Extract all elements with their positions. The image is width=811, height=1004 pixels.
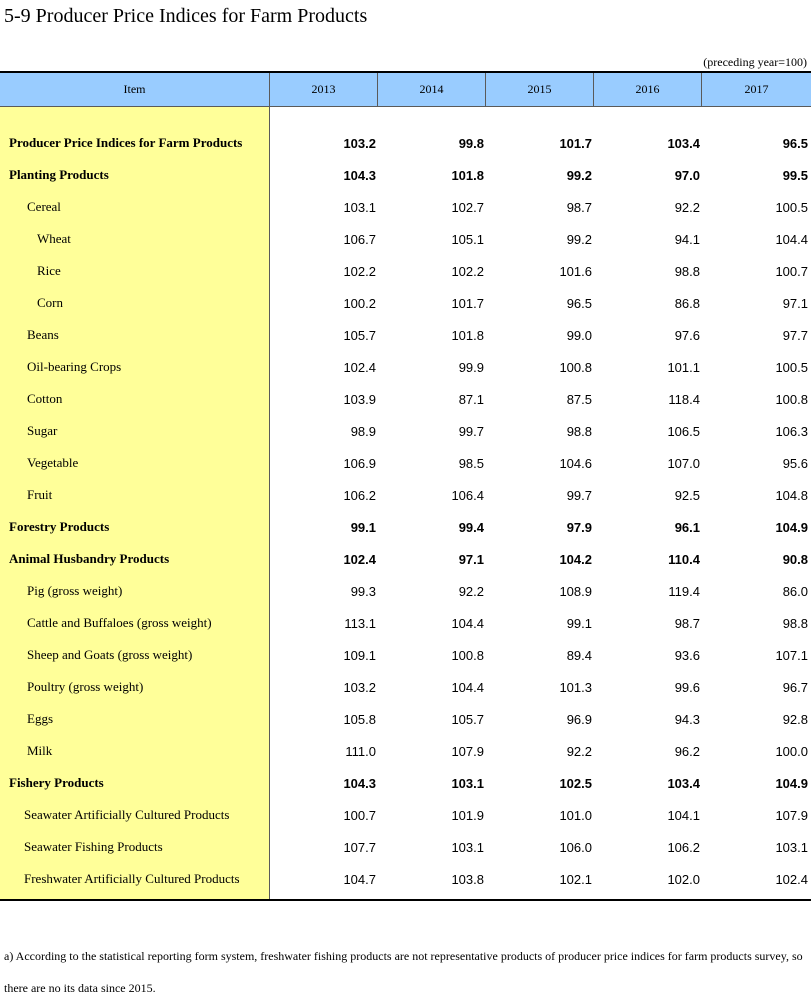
row-label: Corn	[37, 295, 63, 310]
row-value-2015: 98.8	[566, 423, 592, 439]
table-row	[0, 639, 811, 671]
row-value-2015: 98.7	[566, 199, 592, 215]
table-row	[0, 127, 811, 159]
row-value-2014: 102.2	[451, 263, 484, 279]
row-label: Milk	[27, 743, 53, 758]
table-row	[0, 351, 811, 383]
row-value-2014: 92.2	[458, 583, 484, 599]
row-value-2015: 104.6	[559, 455, 592, 471]
row-value-2014: 101.7	[451, 295, 484, 311]
row-label: Pig (gross weight)	[27, 583, 123, 598]
row-value-2016: 119.4	[668, 583, 700, 599]
row-value-2015: 106.0	[559, 839, 592, 855]
row-value-2015: 99.2	[566, 231, 592, 247]
row-label: Seawater Fishing Products	[24, 839, 163, 854]
row-value-2013: 102.4	[343, 359, 376, 375]
row-value-2017: 97.7	[782, 327, 808, 343]
row-value-2016: 92.2	[674, 199, 700, 215]
row-value-2014: 104.4	[451, 679, 484, 695]
header-year-2015: 2015	[486, 73, 594, 106]
table-row	[0, 223, 811, 255]
row-value-2015: 101.7	[559, 135, 592, 151]
row-value-2015: 96.5	[566, 295, 592, 311]
row-value-2014: 98.5	[458, 455, 484, 471]
row-value-2016: 103.4	[667, 135, 700, 151]
row-value-2016: 106.2	[667, 839, 700, 855]
row-value-2014: 107.9	[451, 743, 484, 759]
row-value-2017: 100.5	[775, 199, 808, 215]
row-value-2017: 97.1	[782, 295, 808, 311]
row-value-2014: 97.1	[458, 551, 484, 567]
row-value-2016: 98.7	[674, 615, 700, 631]
unit-note: (preceding year=100)	[703, 55, 807, 69]
table-row	[0, 735, 811, 767]
row-label: Beans	[27, 327, 59, 342]
row-label: Poultry (gross weight)	[27, 679, 144, 694]
row-value-2014: 105.7	[451, 711, 484, 727]
row-value-2015: 101.3	[559, 679, 592, 695]
row-value-2016: 102.0	[667, 871, 700, 887]
row-value-2015: 87.5	[566, 391, 592, 407]
row-label: Cattle and Buffaloes (gross weight)	[27, 615, 212, 630]
row-value-2013: 111.0	[345, 743, 376, 759]
table-header	[0, 73, 811, 107]
row-value-2017: 107.1	[775, 647, 808, 663]
footnote: a) According to the statistical reporting form system, freshwater fishing products are not representative products of producer price indices for farm products survey, so there are no its data since 2015.	[4, 949, 803, 995]
row-label: Planting Products	[9, 167, 109, 182]
row-value-2017: 106.3	[775, 423, 808, 439]
row-value-2013: 102.4	[343, 551, 376, 567]
row-value-2014: 106.4	[451, 487, 484, 503]
row-value-2013: 99.3	[350, 583, 376, 599]
row-value-2014: 100.8	[451, 647, 484, 663]
row-label: Sheep and Goats (gross weight)	[27, 647, 193, 662]
row-label: Oil-bearing Crops	[27, 359, 122, 374]
table-row	[0, 671, 811, 703]
row-value-2013: 100.2	[343, 295, 376, 311]
table-row	[0, 447, 811, 479]
row-value-2016: 92.5	[674, 487, 700, 503]
row-value-2013: 107.7	[343, 839, 376, 855]
row-value-2017: 99.5	[782, 167, 808, 183]
row-value-2017: 92.8	[782, 711, 808, 727]
header-year-2014: 2014	[378, 73, 486, 106]
row-value-2013: 103.2	[343, 679, 376, 695]
row-value-2017: 103.1	[775, 839, 808, 855]
table-row	[0, 191, 811, 223]
page-title: 5-9 Producer Price Indices for Farm Products	[4, 5, 368, 27]
row-value-2013: 103.2	[343, 135, 376, 151]
row-value-2016: 94.1	[674, 231, 700, 247]
row-value-2015: 99.7	[566, 487, 592, 503]
row-value-2017: 104.9	[775, 775, 808, 791]
row-value-2017: 98.8	[782, 615, 808, 631]
row-value-2013: 104.7	[343, 871, 376, 887]
row-value-2017: 100.8	[775, 391, 808, 407]
row-value-2014: 99.9	[458, 359, 484, 375]
row-value-2014: 101.8	[451, 167, 484, 183]
row-value-2014: 103.1	[451, 775, 484, 791]
row-label: Cotton	[27, 391, 63, 406]
table-row	[0, 383, 811, 415]
row-value-2017: 96.7	[782, 679, 808, 695]
row-value-2017: 90.8	[782, 551, 808, 567]
row-value-2013: 103.1	[343, 199, 376, 215]
row-value-2017: 104.9	[775, 519, 808, 535]
row-label: Fruit	[27, 487, 53, 502]
row-value-2013: 109.1	[343, 647, 376, 663]
table-row	[0, 479, 811, 511]
row-value-2016: 98.8	[674, 263, 700, 279]
row-value-2016: 104.1	[667, 807, 700, 823]
row-value-2016: 97.0	[674, 167, 700, 183]
header-item: Item	[0, 73, 270, 106]
row-value-2013: 104.3	[343, 167, 376, 183]
row-label: Wheat	[37, 231, 71, 246]
row-value-2015: 104.2	[559, 551, 592, 567]
row-label: Animal Husbandry Products	[9, 551, 170, 566]
row-value-2015: 92.2	[566, 743, 592, 759]
row-value-2014: 99.8	[458, 135, 484, 151]
header-year-2013: 2013	[270, 73, 378, 106]
table-row	[0, 831, 811, 863]
row-value-2016: 96.2	[674, 743, 700, 759]
row-value-2017: 104.8	[775, 487, 808, 503]
row-value-2013: 113.1	[344, 615, 376, 631]
row-value-2016: 106.5	[667, 423, 700, 439]
row-value-2014: 105.1	[451, 231, 484, 247]
row-value-2013: 102.2	[343, 263, 376, 279]
row-value-2016: 93.6	[674, 647, 700, 663]
table-row	[0, 799, 811, 831]
row-value-2016: 103.4	[667, 775, 700, 791]
row-value-2015: 101.6	[559, 263, 592, 279]
row-value-2013: 106.2	[343, 487, 376, 503]
row-label: Eggs	[27, 711, 53, 726]
table-row	[0, 415, 811, 447]
row-value-2014: 99.4	[458, 519, 484, 535]
row-value-2015: 99.0	[566, 327, 592, 343]
table-row	[0, 287, 811, 319]
row-value-2017: 95.6	[782, 455, 808, 471]
row-value-2015: 96.9	[566, 711, 592, 727]
row-value-2014: 102.7	[451, 199, 484, 215]
row-value-2013: 98.9	[350, 423, 376, 439]
row-value-2015: 102.5	[559, 775, 592, 791]
row-value-2014: 103.8	[451, 871, 484, 887]
row-value-2013: 105.8	[343, 711, 376, 727]
row-value-2013: 103.9	[343, 391, 376, 407]
row-value-2013: 104.3	[343, 775, 376, 791]
row-label: Forestry Products	[9, 519, 110, 534]
row-value-2017: 100.0	[775, 743, 808, 759]
header-year-2017: 2017	[744, 82, 769, 96]
row-value-2014: 103.1	[451, 839, 484, 855]
row-value-2015: 99.1	[566, 615, 592, 631]
row-value-2013: 100.7	[343, 807, 376, 823]
row-value-2016: 96.1	[674, 519, 700, 535]
table-row	[0, 607, 811, 639]
row-label: Freshwater Artificially Cultured Products	[24, 871, 240, 886]
row-value-2016: 99.6	[674, 679, 700, 695]
row-value-2014: 99.7	[458, 423, 484, 439]
row-value-2017: 104.4	[775, 231, 808, 247]
table-rows	[0, 127, 811, 895]
row-value-2016: 101.1	[667, 359, 700, 375]
row-value-2016: 107.0	[667, 455, 700, 471]
row-label: Cereal	[27, 199, 61, 214]
row-value-2015: 102.1	[559, 871, 592, 887]
row-value-2014: 104.4	[451, 615, 484, 631]
row-label: Sugar	[27, 423, 58, 438]
table-bottom-rule	[0, 899, 811, 901]
row-value-2016: 110.4	[668, 551, 700, 567]
row-value-2014: 101.9	[451, 807, 484, 823]
row-value-2015: 101.0	[559, 807, 592, 823]
row-value-2015: 100.8	[559, 359, 592, 375]
row-value-2013: 99.1	[350, 519, 376, 535]
row-value-2013: 105.7	[343, 327, 376, 343]
table-row	[0, 767, 811, 799]
row-value-2013: 106.9	[343, 455, 376, 471]
table-body	[0, 107, 811, 899]
header-year-2016: 2016	[594, 73, 702, 106]
row-value-2014: 101.8	[451, 327, 484, 343]
row-value-2017: 102.4	[775, 871, 808, 887]
row-value-2013: 106.7	[343, 231, 376, 247]
row-value-2015: 99.2	[566, 167, 592, 183]
row-value-2015: 108.9	[559, 583, 592, 599]
row-label: Producer Price Indices for Farm Products	[9, 135, 243, 150]
row-value-2016: 94.3	[674, 711, 700, 727]
row-label: Seawater Artificially Cultured Products	[24, 807, 230, 822]
row-value-2017: 107.9	[775, 807, 808, 823]
row-value-2017: 100.5	[775, 359, 808, 375]
row-value-2015: 89.4	[566, 647, 592, 663]
row-value-2015: 97.9	[566, 519, 592, 535]
row-value-2016: 97.6	[674, 327, 700, 343]
row-label: Rice	[37, 263, 61, 278]
row-label: Fishery Products	[9, 775, 104, 790]
row-value-2014: 87.1	[458, 391, 484, 407]
table-row	[0, 511, 811, 543]
row-label: Vegetable	[27, 455, 79, 470]
row-value-2017: 96.5	[782, 135, 808, 151]
row-value-2017: 86.0	[782, 583, 808, 599]
row-value-2016: 86.8	[674, 295, 700, 311]
table-row	[0, 863, 811, 895]
table-row	[0, 255, 811, 287]
table-row	[0, 703, 811, 735]
row-value-2017: 100.7	[775, 263, 808, 279]
table-row	[0, 575, 811, 607]
table-row	[0, 159, 811, 191]
table-row	[0, 319, 811, 351]
table-row	[0, 543, 811, 575]
row-value-2016: 118.4	[668, 391, 700, 407]
